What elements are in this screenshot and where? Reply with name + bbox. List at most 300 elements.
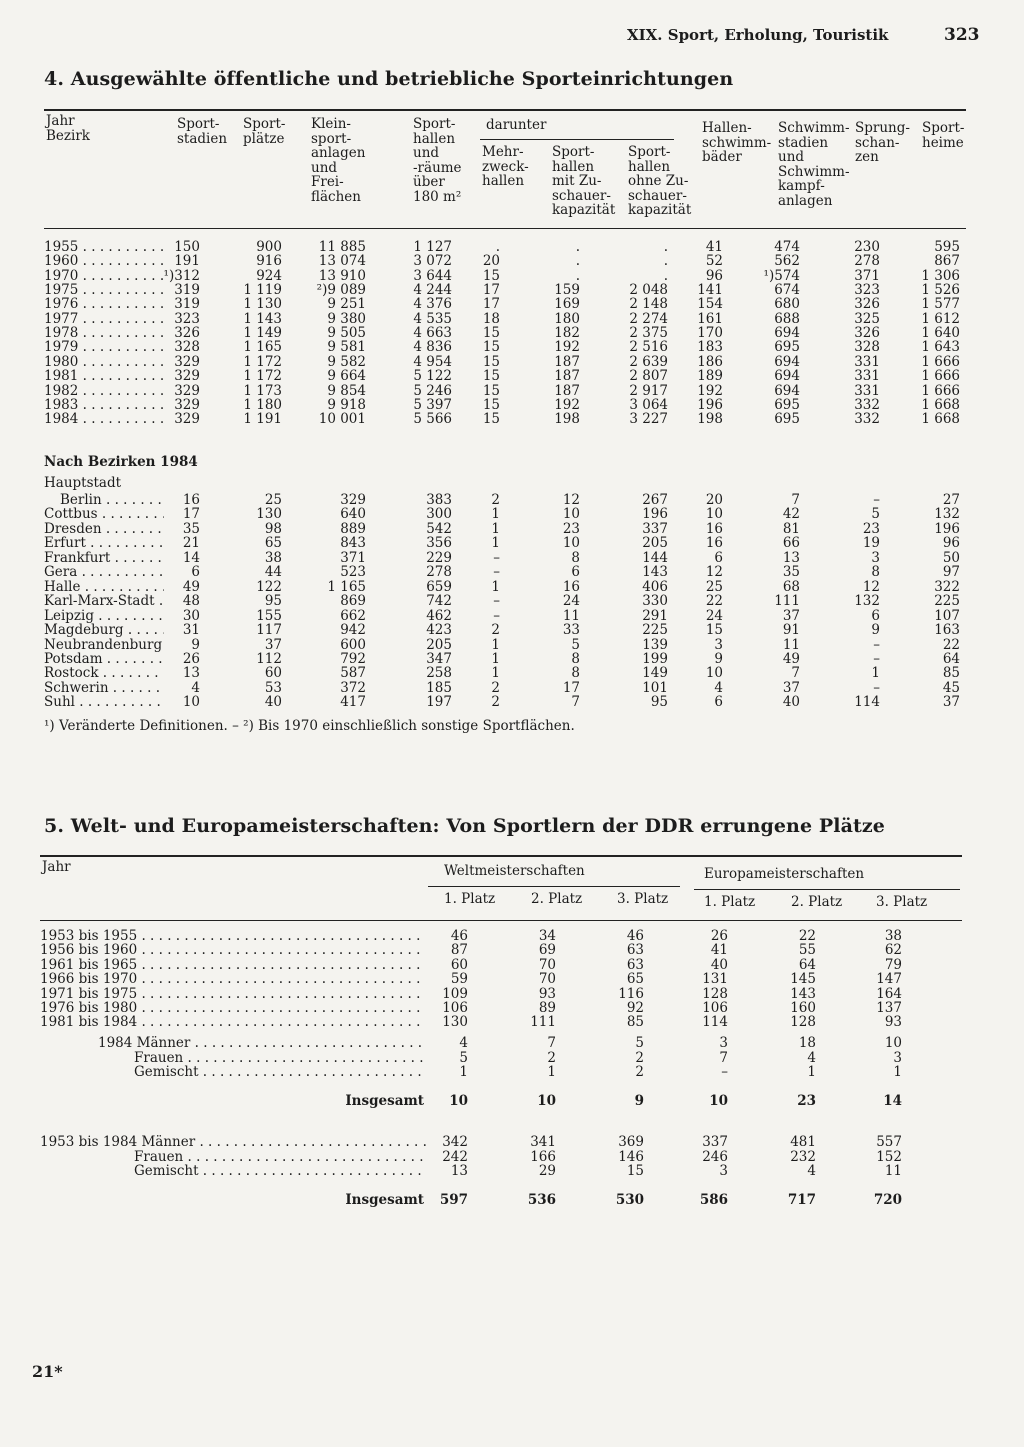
table-cell: 337 xyxy=(642,520,668,537)
medal-count: 40 xyxy=(710,956,728,973)
table-cell: 17 xyxy=(562,679,580,696)
header-mehrzweck: Mehr- zweck- hallen xyxy=(482,144,529,190)
table-cell: 16 xyxy=(705,520,723,537)
table-cell: 15 xyxy=(482,382,500,399)
medal-count: 131 xyxy=(702,971,728,988)
table-cell: 53 xyxy=(264,679,282,696)
table-cell: 600 xyxy=(340,636,366,653)
table-cell: 2 516 xyxy=(629,339,668,356)
table-cell: 331 xyxy=(854,353,880,370)
table-cell: 5 246 xyxy=(413,382,452,399)
table-cell: 91 xyxy=(782,622,800,639)
table-cell: 2 274 xyxy=(629,310,668,327)
medal-count: 15 xyxy=(626,1163,644,1180)
table-cell: 24 xyxy=(562,593,580,610)
table-cell: 4 244 xyxy=(413,282,452,299)
medal-count: 55 xyxy=(798,942,816,959)
table-cell: 21 xyxy=(182,535,200,552)
period-label: 1953 bis 1984 Männer . . . xyxy=(40,1135,426,1150)
world-place-header: 3. Platz xyxy=(617,891,669,907)
table-cell: 9 854 xyxy=(327,382,366,399)
table-cell: 95 xyxy=(650,694,668,711)
table-cell: 20 xyxy=(482,253,500,270)
table-cell: – xyxy=(873,679,880,696)
medal-count: 342 xyxy=(442,1134,468,1150)
medal-count: 481 xyxy=(790,1134,816,1150)
medal-count: 109 xyxy=(442,985,468,1002)
row-label: 1981 . . . xyxy=(44,369,164,384)
total-value: 597 xyxy=(439,1192,468,1208)
table-cell: 1 666 xyxy=(921,353,960,370)
table-cell: 48 xyxy=(182,593,200,610)
table-cell: 869 xyxy=(340,593,366,610)
table-cell: 40 xyxy=(264,694,282,711)
medal-count: 41 xyxy=(710,942,728,959)
table-cell: 14 xyxy=(182,549,200,566)
header-hallen-ohne: Sport- hallen ohne Zu- schauer- kapazität xyxy=(628,144,692,219)
medal-count: 3 xyxy=(893,1049,902,1066)
medal-count: 89 xyxy=(538,1000,556,1016)
table-cell: 65 xyxy=(264,535,282,552)
table-cell: 2 639 xyxy=(629,353,668,370)
table-cell: 23 xyxy=(562,520,580,537)
table-cell: 107 xyxy=(934,607,960,624)
table-cell: 323 xyxy=(854,282,880,299)
table-cell: 15 xyxy=(705,622,723,639)
row-label: 1979 . . . xyxy=(44,340,164,355)
table-cell: 9 581 xyxy=(327,339,366,356)
medal-count: 3 xyxy=(719,1035,728,1051)
table-cell: 372 xyxy=(340,679,366,696)
table-cell: 1 666 xyxy=(921,382,960,399)
table4-footnote: ¹) Veränderte Definitionen. – ²) Bis 1970 einschließlich sonstige Sportflächen. xyxy=(44,718,575,734)
table-cell: 22 xyxy=(705,593,723,610)
medal-count: 38 xyxy=(884,928,902,944)
table-cell: 111 xyxy=(774,593,800,610)
header-sportheime: Sport- heime xyxy=(922,120,965,151)
table-cell: 159 xyxy=(554,282,580,299)
table-cell: 278 xyxy=(426,564,452,581)
table-cell: 9 664 xyxy=(327,368,366,385)
medal-count: 145 xyxy=(790,971,816,988)
medal-count: 46 xyxy=(450,928,468,944)
medal-count: 5 xyxy=(459,1049,468,1066)
row-label: 1955 . . . xyxy=(44,240,164,255)
table-cell: ¹)312 xyxy=(163,267,200,284)
table-cell: 143 xyxy=(642,564,668,581)
table-cell: 4 954 xyxy=(413,353,452,370)
medal-count: 111 xyxy=(530,1014,556,1031)
period-label: 1961 bis 1965 . . . xyxy=(40,958,426,973)
table-cell: 13 074 xyxy=(318,253,366,270)
table-cell: 1 577 xyxy=(921,296,960,313)
table-cell: 191 xyxy=(174,253,200,270)
table-cell: 329 xyxy=(174,368,200,385)
table-cell: 225 xyxy=(642,622,668,639)
header-plaetze: Sport- plätze xyxy=(243,116,286,147)
table-cell: 1 668 xyxy=(921,396,960,413)
medal-count: 70 xyxy=(538,971,556,988)
table-cell: 322 xyxy=(934,578,960,595)
table-cell: 19 xyxy=(862,535,880,552)
medal-count: 232 xyxy=(790,1148,816,1165)
table-cell: 323 xyxy=(174,310,200,327)
table-cell: 319 xyxy=(174,282,200,299)
table-cell: . xyxy=(575,267,580,284)
total-value: 530 xyxy=(615,1192,644,1208)
darunter-label: darunter xyxy=(486,117,547,133)
table-cell: . xyxy=(575,239,580,255)
table-cell: 2 148 xyxy=(629,296,668,313)
table-cell: 3 xyxy=(871,549,880,566)
medal-count: 164 xyxy=(876,985,902,1002)
medal-count: 128 xyxy=(790,1014,816,1031)
medal-count: 166 xyxy=(530,1148,556,1165)
table-cell: 2 xyxy=(491,679,500,696)
medal-count: 152 xyxy=(876,1148,902,1165)
table-cell: 1 165 xyxy=(243,339,282,356)
medal-count: 22 xyxy=(798,928,816,944)
period-label: Gemischt . . . xyxy=(134,1164,426,1179)
medal-count: 1 xyxy=(459,1064,468,1081)
table-cell: 1 xyxy=(491,650,500,667)
table-cell: 916 xyxy=(256,253,282,270)
table-cell: 132 xyxy=(934,506,960,523)
medal-count: 369 xyxy=(618,1134,644,1150)
table-cell: 347 xyxy=(426,650,452,667)
table-cell: 187 xyxy=(554,353,580,370)
period-label: 1966 bis 1970 . . . xyxy=(40,972,426,987)
table-cell: 187 xyxy=(554,368,580,385)
table-cell: 114 xyxy=(854,694,880,711)
table-cell: 141 xyxy=(697,282,723,299)
total-value: 720 xyxy=(873,1192,902,1208)
table-cell: 225 xyxy=(934,593,960,610)
medal-count: 4 xyxy=(807,1049,816,1066)
table-cell: 38 xyxy=(264,549,282,566)
medal-count: 341 xyxy=(530,1134,556,1150)
table-cell: 3 072 xyxy=(413,253,452,270)
header-kleinsport: Klein- sport- anlagen und Frei- flächen xyxy=(311,116,366,205)
table-cell: 20 xyxy=(705,492,723,508)
medal-count: 26 xyxy=(710,928,728,944)
table-cell: 37 xyxy=(264,636,282,653)
table-cell: 8 xyxy=(571,549,580,566)
table-cell: 267 xyxy=(642,492,668,508)
table-cell: 3 xyxy=(714,636,723,653)
table-cell: 5 xyxy=(871,506,880,523)
period-label: 1976 bis 1980 . . . xyxy=(40,1001,426,1016)
table-cell: 17 xyxy=(182,506,200,523)
table-cell: 325 xyxy=(854,310,880,327)
medal-count: 147 xyxy=(876,971,902,988)
medal-count: 242 xyxy=(442,1148,468,1165)
row-label: 1982 . . . xyxy=(44,384,164,399)
medal-count: 69 xyxy=(538,942,556,959)
medal-count: 130 xyxy=(442,1014,468,1031)
table-cell: 192 xyxy=(697,382,723,399)
medal-count: 114 xyxy=(702,1014,728,1031)
table-cell: – xyxy=(493,593,500,610)
medal-count: 116 xyxy=(618,985,644,1002)
table-cell: 562 xyxy=(774,253,800,270)
table-cell: 198 xyxy=(554,411,580,428)
table5-header-rule xyxy=(40,920,962,921)
europe-group-label: Europameisterschaften xyxy=(704,866,865,882)
row-label: Halle . . . xyxy=(44,580,164,595)
table-cell: 3 644 xyxy=(413,267,452,284)
medal-count: 18 xyxy=(798,1035,816,1051)
table-cell: 7 xyxy=(791,492,800,508)
table-cell: – xyxy=(873,636,880,653)
table-cell: 5 xyxy=(571,636,580,653)
table-cell: 9 505 xyxy=(327,325,366,342)
table-cell: 695 xyxy=(774,411,800,428)
table-cell: 5 397 xyxy=(413,396,452,413)
europe-place-header: 1. Platz xyxy=(704,894,756,910)
table-cell: 50 xyxy=(942,549,960,566)
table-cell: 154 xyxy=(697,296,723,313)
table-cell: 291 xyxy=(642,607,668,624)
table-cell: 186 xyxy=(697,353,723,370)
table-cell: 595 xyxy=(934,239,960,255)
table-cell: 258 xyxy=(426,665,452,682)
table-cell: 5 122 xyxy=(413,368,452,385)
table-cell: 1 526 xyxy=(921,282,960,299)
medal-count: 160 xyxy=(790,1000,816,1016)
table-cell: 9 251 xyxy=(327,296,366,313)
table-cell: 132 xyxy=(854,593,880,610)
period-label: Frauen . . . xyxy=(134,1051,426,1066)
table-cell: 1 xyxy=(491,520,500,537)
table-cell: ¹)574 xyxy=(763,267,800,284)
table-cell: 694 xyxy=(774,353,800,370)
table-cell: 4 836 xyxy=(413,339,452,356)
table-cell: 98 xyxy=(264,520,282,537)
row-label: Erfurt . . . xyxy=(44,536,164,551)
medal-count: 557 xyxy=(876,1134,902,1150)
table-cell: 42 xyxy=(782,506,800,523)
table-cell: 144 xyxy=(642,549,668,566)
page-number: 323 xyxy=(944,25,980,45)
row-label: 1970 . . . xyxy=(44,269,164,284)
row-label: Schwerin . . . xyxy=(44,681,164,696)
table-cell: 331 xyxy=(854,368,880,385)
table-cell: 27 xyxy=(942,492,960,508)
table-cell: 843 xyxy=(340,535,366,552)
table-cell: 4 663 xyxy=(413,325,452,342)
table-cell: 1 127 xyxy=(413,239,452,255)
table-cell: 5 566 xyxy=(413,411,452,428)
table-cell: 11 xyxy=(562,607,580,624)
table-cell: 192 xyxy=(554,339,580,356)
table-cell: 81 xyxy=(782,520,800,537)
table-cell: 1 666 xyxy=(921,368,960,385)
table-cell: 1 640 xyxy=(921,325,960,342)
table-cell: 2 048 xyxy=(629,282,668,299)
medal-count: 65 xyxy=(626,971,644,988)
table-cell: 659 xyxy=(426,578,452,595)
table-cell: 35 xyxy=(782,564,800,581)
table-cell: 15 xyxy=(482,353,500,370)
europe-place-header: 2. Platz xyxy=(791,894,843,910)
table4-top-rule xyxy=(44,109,966,111)
table-cell: 23 xyxy=(862,520,880,537)
period-label: 1984 Männer . . . xyxy=(98,1036,426,1051)
table-cell: 33 xyxy=(562,622,580,639)
header-hallen-mit: Sport- hallen mit Zu- schauer- kapazität xyxy=(552,144,616,219)
table-cell: 328 xyxy=(854,339,880,356)
table-cell: . xyxy=(663,239,668,255)
row-label: Dresden . . . xyxy=(44,522,164,537)
total-value: 10 xyxy=(537,1093,556,1109)
medal-count: 93 xyxy=(884,1014,902,1031)
table-cell: 139 xyxy=(642,636,668,653)
table-cell: 924 xyxy=(256,267,282,284)
table-cell: 1 173 xyxy=(243,382,282,399)
table-cell: 371 xyxy=(854,267,880,284)
table-cell: 26 xyxy=(182,650,200,667)
table-cell: 13 xyxy=(782,549,800,566)
period-label: 1971 bis 1975 . . . xyxy=(40,987,426,1002)
table-cell: 199 xyxy=(642,650,668,667)
table-cell: 4 xyxy=(191,679,200,696)
table-cell: 4 xyxy=(714,679,723,696)
table-cell: 16 xyxy=(562,578,580,595)
row-label: 1984 . . . xyxy=(44,412,164,427)
table-cell: 688 xyxy=(774,310,800,327)
header-hallen: Sport- hallen und -räume über 180 m² xyxy=(413,116,462,205)
table-cell: 3 064 xyxy=(629,396,668,413)
row-label: Leipzig . . . xyxy=(44,609,164,624)
row-label: 1983 . . . xyxy=(44,398,164,413)
table-cell: 7 xyxy=(791,665,800,682)
medal-count: 59 xyxy=(450,971,468,988)
world-place-header: 1. Platz xyxy=(444,891,496,907)
table-cell: 4 376 xyxy=(413,296,452,313)
row-label: 1978 . . . xyxy=(44,326,164,341)
medal-count: 34 xyxy=(538,928,556,944)
medal-count: 4 xyxy=(807,1163,816,1180)
hauptstadt-label: Hauptstadt xyxy=(44,475,122,491)
medal-count: 60 xyxy=(450,956,468,973)
table-cell: 96 xyxy=(705,267,723,284)
table-cell: 170 xyxy=(697,325,723,342)
table-cell: 161 xyxy=(697,310,723,327)
medal-count: 1 xyxy=(547,1064,556,1081)
table-cell: 15 xyxy=(482,396,500,413)
table-cell: 1 643 xyxy=(921,339,960,356)
table-cell: 6 xyxy=(714,549,723,566)
table-cell: 423 xyxy=(426,622,452,639)
row-label: Rostock . . . xyxy=(44,666,164,681)
table-cell: 742 xyxy=(426,593,452,610)
table-cell: 1 172 xyxy=(243,353,282,370)
table-cell: 300 xyxy=(426,506,452,523)
table-cell: 1 149 xyxy=(243,325,282,342)
row-label: 1975 . . . xyxy=(44,283,164,298)
medal-count: 2 xyxy=(547,1049,556,1066)
total-value: 10 xyxy=(449,1093,468,1109)
table-cell: 383 xyxy=(426,492,452,508)
table-cell: 15 xyxy=(482,325,500,342)
table-cell: 45 xyxy=(942,679,960,696)
table-cell: 187 xyxy=(554,382,580,399)
table-cell: 695 xyxy=(774,339,800,356)
table-cell: – xyxy=(873,650,880,667)
table-cell: 332 xyxy=(854,396,880,413)
table-cell: 8 xyxy=(571,650,580,667)
medal-count: 337 xyxy=(702,1134,728,1150)
table-cell: 17 xyxy=(482,296,500,313)
table-cell: 198 xyxy=(697,411,723,428)
medal-count: 93 xyxy=(538,985,556,1002)
table-cell: 230 xyxy=(854,239,880,255)
table-cell: 332 xyxy=(854,411,880,428)
medal-count: 29 xyxy=(538,1163,556,1180)
medal-count: 146 xyxy=(618,1148,644,1165)
table4-title: 4. Ausgewählte öffentliche und betriebliche Sporteinrichtungen xyxy=(44,68,734,90)
table-cell: 49 xyxy=(182,578,200,595)
total-value: 14 xyxy=(883,1093,902,1109)
table-cell: 60 xyxy=(264,665,282,682)
table-cell: 17 xyxy=(482,282,500,299)
table-cell: 8 xyxy=(571,665,580,682)
table-cell: 867 xyxy=(934,253,960,270)
table-cell: 1 xyxy=(491,636,500,653)
header-hallenbaeder: Hallen- schwimm- bäder xyxy=(702,120,772,166)
medal-count: 128 xyxy=(702,985,728,1002)
header-year-district: Jahr Bezirk xyxy=(46,113,90,144)
table-cell: 1 306 xyxy=(921,267,960,284)
table-cell: 25 xyxy=(705,578,723,595)
table-cell: 10 xyxy=(705,665,723,682)
table-cell: 674 xyxy=(774,282,800,299)
medal-count: 1 xyxy=(807,1064,816,1081)
table-cell: 117 xyxy=(256,622,282,639)
table-cell: 37 xyxy=(942,694,960,711)
table-cell: 329 xyxy=(174,382,200,399)
running-title: XIX. Sport, Erholung, Touristik xyxy=(627,26,889,44)
table-cell: 30 xyxy=(182,607,200,624)
table-cell: 8 xyxy=(871,564,880,581)
medal-count: 92 xyxy=(626,1000,644,1016)
table-cell: 15 xyxy=(482,368,500,385)
total-label: Insgesamt xyxy=(345,1093,424,1109)
table-cell: 12 xyxy=(862,578,880,595)
table-cell: 68 xyxy=(782,578,800,595)
table-cell: 192 xyxy=(554,396,580,413)
table5-top-rule xyxy=(40,855,962,857)
table-cell: 329 xyxy=(340,492,366,508)
table-cell: 9 xyxy=(714,650,723,667)
medal-count: 2 xyxy=(635,1064,644,1081)
table-cell: 9 582 xyxy=(327,353,366,370)
table-cell: 900 xyxy=(256,239,282,255)
table-cell: 122 xyxy=(256,578,282,595)
total-value: 586 xyxy=(699,1192,728,1208)
table-cell: 183 xyxy=(697,339,723,356)
table-cell: 680 xyxy=(774,296,800,313)
medal-count: 13 xyxy=(450,1163,468,1180)
table-cell: 542 xyxy=(426,520,452,537)
table-cell: 9 xyxy=(871,622,880,639)
table-cell: 12 xyxy=(562,492,580,508)
table-cell: 406 xyxy=(642,578,668,595)
table-cell: 371 xyxy=(340,549,366,566)
table-cell: 329 xyxy=(174,353,200,370)
table-cell: 1 xyxy=(871,665,880,682)
